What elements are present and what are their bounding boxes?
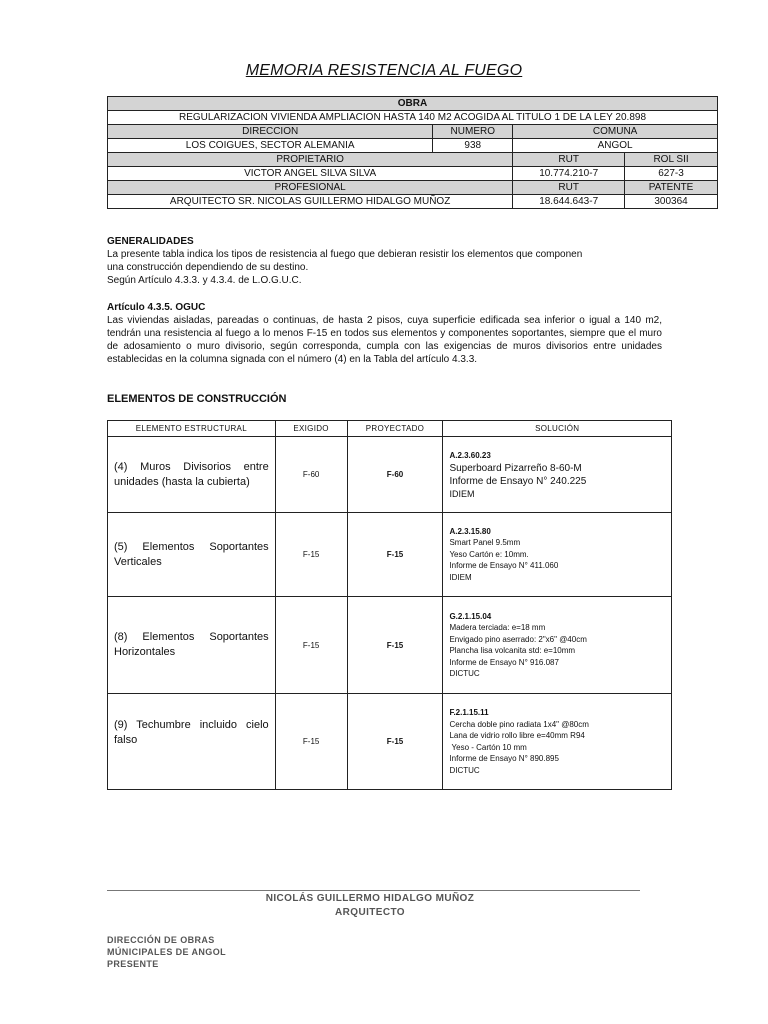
rolsii-value: 627-3 (625, 167, 718, 181)
solution-line: Smart Panel 9.5mm (449, 538, 521, 548)
signature-name: NICOLÁS GUILLERMO HIDALGO MUÑOZ (265, 893, 475, 904)
col-exigido: EXIGIDO (275, 421, 347, 437)
row-solucion (443, 597, 672, 694)
row-solucion (443, 437, 672, 513)
elements-table (107, 420, 672, 790)
solution-line: Plancha lisa volcanita std: e=10mm (449, 646, 576, 655)
numero-value: 938 (433, 139, 513, 153)
generalidades-heading: GENERALIDADES (107, 236, 194, 247)
generalidades-line3: Según Artículo 4.3.3. y 4.3.4. de L.O.G.U.C. (107, 275, 302, 286)
numero-label: NUMERO (433, 125, 513, 139)
obra-value: REGULARIZACION VIVIENDA AMPLIACION HASTA 140 M2 ACOGIDA AL TITULO 1 DE LA LEY 20.898 (108, 111, 718, 125)
rut2-label: RUT (513, 181, 625, 195)
solution-line: Informe de Ensayo N° 240.225 (449, 475, 587, 487)
solution-line: Superboard Pizarreño 8-60-M (449, 462, 582, 474)
generalidades-line2: una construcción dependiendo de su destino. (107, 262, 309, 273)
signature-title: ARQUITECTO (335, 907, 405, 918)
col-solucion: SOLUCIÓN (443, 421, 672, 437)
project-info-table (107, 96, 718, 209)
solution-line: Envigado pino aserrado: 2"x6" @40cm (449, 634, 587, 644)
profesional-label: PROFESIONAL (108, 181, 513, 195)
solution-line: Yeso - Cartón 10 mm (449, 742, 527, 752)
rut-label: RUT (513, 153, 625, 167)
solution-line: IDIEM (449, 488, 475, 499)
solution-line: Cercha doble pino radiata 1x4" @80cm (449, 719, 589, 729)
solution-line: Madera terciada: e=18 mm (449, 623, 546, 632)
direccion-label: DIRECCION (108, 125, 433, 139)
col-elemento: ELEMENTO ESTRUCTURAL (108, 421, 276, 437)
direccion-value: LOS COIGUES, SECTOR ALEMANIA (108, 139, 433, 153)
addressee-line3: PRESENTE (107, 959, 159, 969)
row-solucion (443, 513, 672, 597)
row-proyectado: F-15 (347, 694, 443, 790)
addressee-line2: MÚNICIPALES DE ANGOL (107, 947, 227, 957)
row-elemento: (4) Muros Divisorios entre unidades (hasta la cubierta) (108, 437, 276, 513)
solution-line: Informe de Ensayo N° 916.087 (449, 657, 559, 667)
propietario-value: VICTOR ANGEL SILVA SILVA (108, 167, 513, 181)
patente-label: PATENTE (625, 181, 718, 195)
row-exigido: F-60 (275, 437, 347, 513)
generalidades-line1: La presente tabla indica los tipos de resistencia al fuego que debieran resistir los elementos que componen (107, 249, 583, 260)
signature-line (107, 890, 640, 891)
articulo-section (107, 301, 662, 366)
section-heading: ELEMENTOS DE CONSTRUCCIÓN (107, 393, 287, 405)
solution-line: Lana de vidrio rollo libre e=40mm R94 (449, 731, 585, 740)
solution-line: IDIEM (449, 572, 472, 582)
table-row (108, 437, 672, 513)
articulo-heading: Artículo 4.3.5. OGUC (107, 302, 206, 313)
row-elemento: (9) Techumbre incluido cielo falso (108, 694, 276, 790)
row-exigido: F-15 (275, 694, 347, 790)
articulo-text: Las viviendas aisladas, pareadas o continuas, de hasta 2 pisos, cuya superficie edificada sea inferior o igual a 140 m2, tendrán una resistencia al fuego a lo menos F-15 en todos sus elementos y componentes soportantes, siempre que el muro de adosamiento o muro divisorio, según corresponda, cumpla con las exigencias de muros divisorios entre unidades establecidas en la columna signada con el número (4) en la Tabla del artículo 4.3.3. (107, 315, 662, 365)
patente-value: 300364 (625, 195, 718, 209)
comuna-value: ANGOL (513, 139, 718, 153)
solution-code: G.2.1.15.04 (449, 611, 492, 621)
obra-label: OBRA (108, 97, 718, 111)
solution-line: Yeso Cartón e: 10mm. (449, 549, 529, 559)
profesional-value: ARQUITECTO SR. NICOLAS GUILLERMO HIDALGO MUÑOZ (108, 195, 513, 209)
solution-line: Informe de Ensayo N° 411.060 (449, 561, 559, 571)
row-elemento: (5) Elementos Soportantes Verticales (108, 513, 276, 597)
comuna-label: COMUNA (513, 125, 718, 139)
generalidades-section (107, 235, 653, 287)
profesional-rut: 18.644.643-7 (513, 195, 625, 209)
solution-code: F.2.1.15.11 (449, 708, 489, 717)
solution-line: DICTUC (449, 669, 480, 678)
row-proyectado: F-15 (347, 597, 443, 694)
table-row (108, 694, 672, 790)
solution-code: A.2.3.60.23 (449, 450, 491, 460)
document-title: MEMORIA RESISTENCIA AL FUEGO (245, 62, 523, 79)
row-proyectado: F-15 (347, 513, 443, 597)
solution-line: Informe de Ensayo N° 890.895 (449, 754, 559, 763)
addressee-line1: DIRECCIÓN DE OBRAS (107, 935, 215, 945)
propietario-label: PROPIETARIO (108, 153, 513, 167)
rolsii-label: ROL SII (625, 153, 718, 167)
solution-code: A.2.3.15.80 (449, 526, 491, 536)
row-proyectado: F-60 (347, 437, 443, 513)
row-exigido: F-15 (275, 597, 347, 694)
solution-line: DICTUC (449, 765, 480, 775)
propietario-rut: 10.774.210-7 (513, 167, 625, 181)
table-row (108, 513, 672, 597)
table-row (108, 597, 672, 694)
row-exigido: F-15 (275, 513, 347, 597)
col-proyectado: PROYECTADO (347, 421, 443, 437)
row-elemento: (8) Elementos Soportantes Horizontales (108, 597, 276, 694)
row-solucion (443, 694, 672, 790)
